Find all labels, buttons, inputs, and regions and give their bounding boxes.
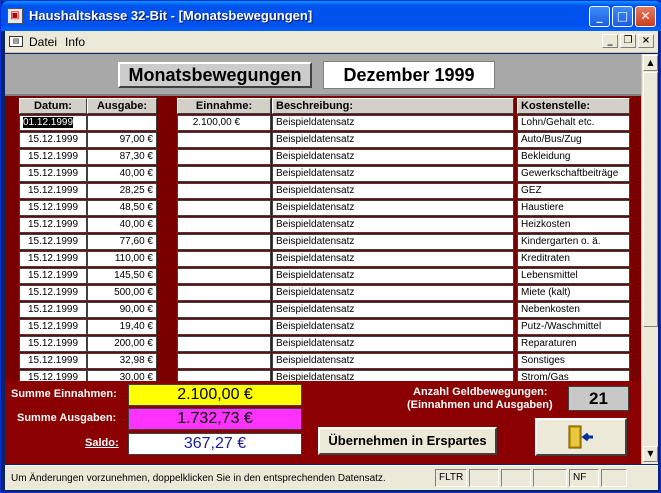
cell-datum[interactable]: 15.12.1999 [19,166,87,182]
cell-einnahme[interactable] [177,149,271,165]
cell-ausgabe[interactable]: 87,30 € [87,149,157,165]
cell-beschreibung[interactable]: Beispieldatensatz [272,200,514,216]
cell-datum[interactable]: 15.12.1999 [19,319,87,335]
cell-kostenstelle[interactable]: Miete (kalt) [517,285,630,301]
cell-einnahme[interactable] [177,302,271,318]
status-bar [5,465,658,490]
summe-ausgaben-field[interactable]: 1.732,73 € [128,408,302,430]
cell-ausgabe[interactable]: 28,25 € [87,183,157,199]
cell-einnahme[interactable] [177,200,271,216]
cell-kostenstelle[interactable]: Haustiere [517,200,630,216]
cell-kostenstelle[interactable]: Kindergarten o. ä. [517,234,630,250]
cell-beschreibung[interactable]: Beispieldatensatz [272,234,514,250]
table-row[interactable] [5,370,641,381]
title-bar[interactable] [1,1,661,31]
cell-datum[interactable]: 15.12.1999 [19,149,87,165]
column-header-einnahme[interactable]: Einnahme: [177,98,271,114]
cell-beschreibung[interactable]: Beispieldatensatz [272,336,514,352]
menu-info[interactable]: Info [65,35,86,49]
cell-einnahme[interactable] [177,353,271,369]
doc-minimize-button[interactable]: _ [602,34,618,48]
table-row[interactable] [5,234,641,251]
saldo-label: Saldo: [85,437,119,449]
cell-datum[interactable]: 15.12.1999 [19,251,87,267]
cell-beschreibung[interactable]: Beispieldatensatz [272,149,514,165]
cell-beschreibung[interactable]: Beispieldatensatz [272,183,514,199]
cell-kostenstelle[interactable]: Strom/Gas [517,370,630,381]
cell-ausgabe[interactable]: 40,00 € [87,166,157,182]
cell-ausgabe[interactable]: 90,00 € [87,302,157,318]
cell-beschreibung[interactable]: Beispieldatensatz [272,353,514,369]
column-header-datum[interactable]: Datum: [19,98,87,114]
cell-kostenstelle[interactable]: Nebenkosten [517,302,630,318]
anzahl-field[interactable]: 21 [568,386,629,411]
cell-einnahme[interactable] [177,336,271,352]
table-row[interactable] [5,319,641,336]
cell-ausgabe[interactable]: 40,00 € [87,217,157,233]
cell-beschreibung[interactable]: Beispieldatensatz [272,217,514,233]
summe-ausgaben-label: Summe Ausgaben: [17,412,117,424]
cell-kostenstelle[interactable]: Sonstiges [517,353,630,369]
cell-einnahme[interactable] [177,370,271,381]
vertical-scrollbar[interactable] [641,54,658,464]
cell-beschreibung[interactable]: Beispieldatensatz [272,251,514,267]
scroll-thumb[interactable] [643,72,658,327]
column-header-ausgabe[interactable]: Ausgabe: [87,98,157,114]
minimize-button[interactable]: _ [589,6,610,27]
window-title: Haushaltskasse 32-Bit - [Monatsbewegungen] [29,8,313,23]
cell-datum[interactable]: 15.12.1999 [19,200,87,216]
cell-beschreibung[interactable]: Beispieldatensatz [272,285,514,301]
cell-kostenstelle[interactable]: Gewerkschaftbeiträge [517,166,630,182]
cell-einnahme[interactable] [177,217,271,233]
cell-einnahme[interactable] [177,166,271,182]
cell-ausgabe[interactable]: 97,00 € [87,132,157,148]
table-row[interactable] [5,336,641,353]
cell-beschreibung[interactable]: Beispieldatensatz [272,268,514,284]
cell-beschreibung[interactable]: Beispieldatensatz [272,370,514,381]
table-row[interactable] [5,149,641,166]
summe-einnahmen-label: Summe Einnahmen: [11,388,117,400]
status-panel [501,469,531,487]
status-fltr: FLTR [435,469,467,487]
cell-ausgabe[interactable]: 200,00 € [87,336,157,352]
cell-kostenstelle[interactable]: GEZ [517,183,630,199]
doc-close-button[interactable]: × [638,34,654,48]
saldo-field[interactable]: 367,27 € [128,433,302,455]
cell-kostenstelle[interactable]: Auto/Bus/Zug [517,132,630,148]
cell-beschreibung[interactable]: Beispieldatensatz [272,319,514,335]
scroll-down-button[interactable]: ▼ [643,446,658,462]
cell-ausgabe[interactable] [87,115,157,131]
summe-einnahmen-field[interactable]: 2.100,00 € [128,384,302,406]
table-row[interactable] [5,200,641,217]
exit-door-icon [567,424,595,450]
cell-datum[interactable] [19,115,87,131]
table-row[interactable] [5,251,641,268]
uebernehmen-button[interactable]: Übernehmen in Erspartes [318,427,497,455]
cell-ausgabe[interactable]: 145,50 € [87,268,157,284]
cell-datum[interactable]: 15.12.1999 [19,353,87,369]
form-area [5,54,641,464]
close-button[interactable]: ✕ [635,6,656,27]
cell-beschreibung[interactable]: Beispieldatensatz [272,302,514,318]
cell-kostenstelle[interactable]: Lebensmittel [517,268,630,284]
status-nf: NF [569,469,599,487]
anzahl-label: Anzahl Geldbewegungen: [413,386,548,398]
cell-datum[interactable]: 15.12.1999 [19,183,87,199]
cell-ausgabe[interactable]: 77,60 € [87,234,157,250]
month-field[interactable]: Dezember 1999 [323,61,495,89]
cell-einnahme[interactable] [177,183,271,199]
table-row[interactable] [5,285,641,302]
anzahl-sublabel: (Einnahmen und Ausgaben) [407,399,553,411]
cell-einnahme[interactable] [177,251,271,267]
cell-ausgabe[interactable]: 32,98 € [87,353,157,369]
transactions-grid [5,96,641,381]
cell-beschreibung[interactable]: Beispieldatensatz [272,166,514,182]
cell-ausgabe[interactable]: 30,00 € [87,370,157,381]
cell-beschreibung[interactable]: Beispieldatensatz [272,132,514,148]
table-row[interactable] [5,268,641,285]
document-icon[interactable]: ▤ [9,36,23,47]
header-panel [5,54,641,96]
column-header-kostenstelle[interactable]: Kostenstelle: [517,98,630,114]
status-panel [533,469,567,487]
cell-datum[interactable]: 15.12.1999 [19,268,87,284]
table-row[interactable] [5,302,641,319]
menu-datei[interactable]: Datei [29,35,58,49]
cell-einnahme[interactable] [177,319,271,335]
maximize-button[interactable]: □ [612,6,633,27]
cell-datum[interactable]: 15.12.1999 [19,336,87,352]
cell-kostenstelle[interactable]: Bekleidung [517,149,630,165]
cell-ausgabe[interactable]: 110,00 € [87,251,157,267]
app-icon[interactable]: ▣ [7,8,23,24]
cell-ausgabe[interactable]: 500,00 € [87,285,157,301]
selected-text: 01.12.1999 [23,117,74,128]
cell-datum[interactable]: 15.12.1999 [19,217,87,233]
cell-einnahme[interactable] [177,285,271,301]
cell-ausgabe[interactable]: 19,40 € [87,319,157,335]
table-row[interactable] [5,166,641,183]
cell-einnahme[interactable] [177,132,271,148]
table-row[interactable] [5,353,641,370]
cell-einnahme[interactable] [177,234,271,250]
cell-datum[interactable]: 15.12.1999 [19,370,87,381]
cell-kostenstelle[interactable]: Putz-/Waschmittel [517,319,630,335]
table-row[interactable] [5,217,641,234]
cell-einnahme[interactable]: 2.100,00 € [177,115,271,131]
status-text: Um Änderungen vorzunehmen, doppelklicken Sie in den entsprechenden Datensatz. [11,473,386,484]
cell-kostenstelle[interactable]: Heizkosten [517,217,630,233]
cell-ausgabe[interactable]: 48,50 € [87,200,157,216]
cell-beschreibung[interactable]: Beispieldatensatz [272,115,514,131]
page-title: Monatsbewegungen [118,62,312,88]
cell-kostenstelle[interactable]: Lohn/Gehalt etc. [517,115,630,131]
table-row[interactable] [5,183,641,200]
cell-datum[interactable]: 15.12.1999 [19,302,87,318]
scroll-up-button[interactable]: ▲ [643,55,658,71]
column-header-beschreibung[interactable]: Beschreibung: [272,98,514,114]
summary-panel [5,381,641,464]
table-row[interactable] [5,132,641,149]
cell-datum[interactable]: 15.12.1999 [19,132,87,148]
menu-bar [5,31,658,53]
status-panel [469,469,499,487]
cell-datum[interactable]: 15.12.1999 [19,234,87,250]
doc-restore-button[interactable]: ❐ [620,34,636,48]
cell-einnahme[interactable] [177,268,271,284]
exit-button[interactable] [535,418,627,456]
cell-datum[interactable]: 15.12.1999 [19,285,87,301]
table-row[interactable] [5,115,641,132]
status-panel [601,469,627,487]
cell-kostenstelle[interactable]: Reparaturen [517,336,630,352]
cell-kostenstelle[interactable]: Kreditraten [517,251,630,267]
